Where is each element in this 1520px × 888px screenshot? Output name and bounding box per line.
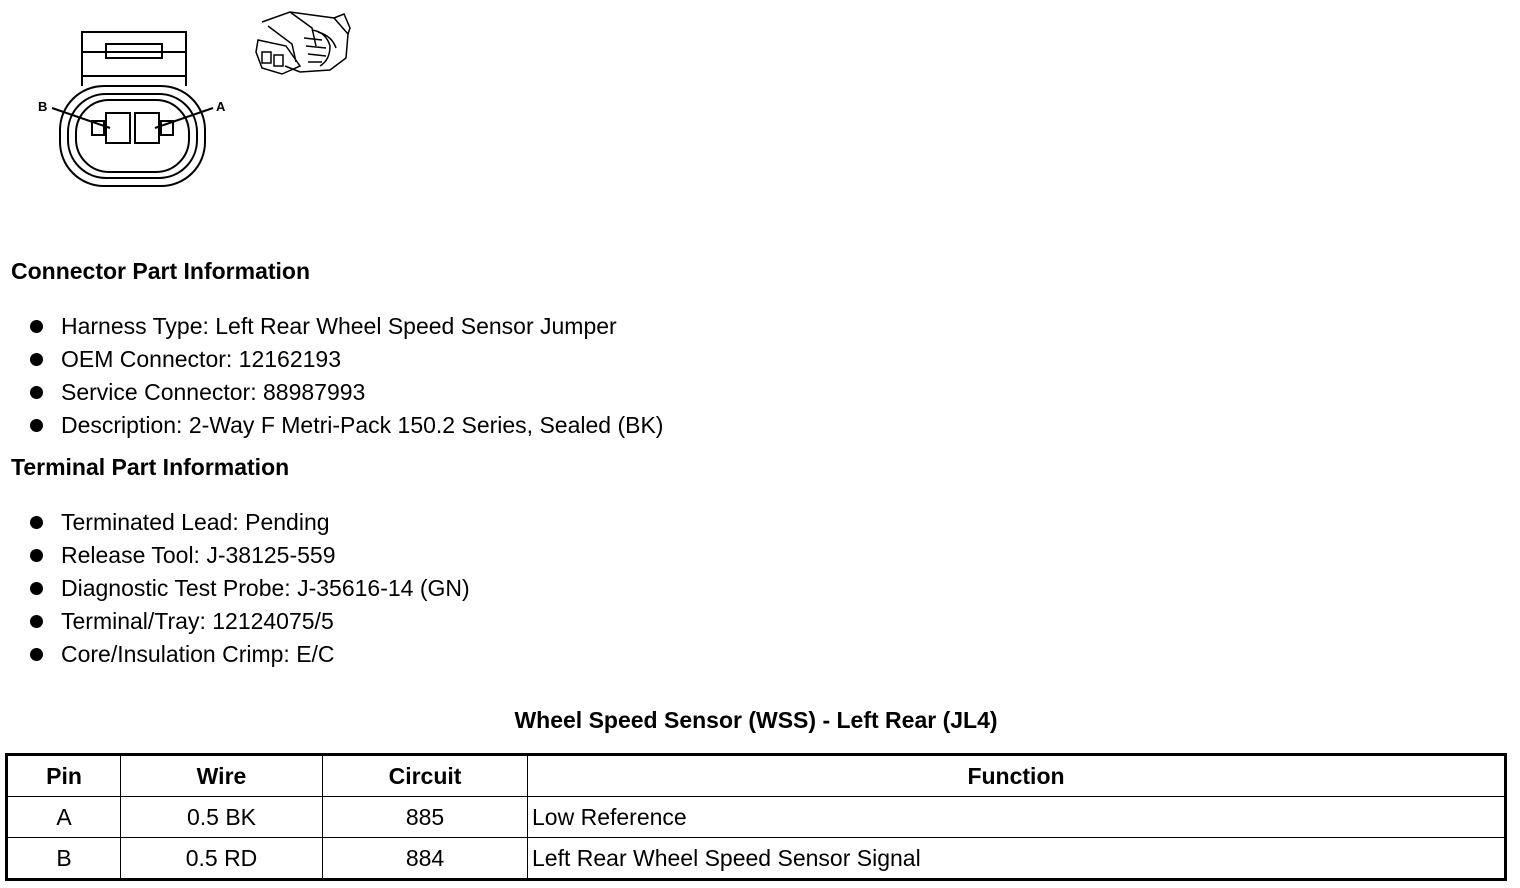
pin-b-label: B — [38, 99, 48, 114]
pinout-table-title: Wheel Speed Sensor (WSS) - Left Rear (JL4) — [514, 707, 998, 733]
oem-connector-text: OEM Connector: 12162193 — [61, 346, 342, 372]
cell-function: Left Rear Wheel Speed Sensor Signal — [528, 838, 1506, 880]
cell-function: Low Reference — [528, 797, 1506, 838]
header-circuit: Circuit — [323, 755, 528, 797]
test-probe-text: Diagnostic Test Probe: J-35616-14 (GN) — [61, 575, 470, 601]
bullet-icon — [30, 615, 43, 628]
terminal-tray-text: Terminal/Tray: 12124075/5 — [61, 608, 334, 634]
cell-circuit: 885 — [323, 797, 528, 838]
terminated-lead-text: Terminated Lead: Pending — [61, 509, 330, 535]
table-row — [7, 838, 1506, 880]
header-function: Function — [528, 755, 1506, 797]
bullet-icon — [30, 648, 43, 661]
cell-wire: 0.5 BK — [121, 797, 323, 838]
release-tool-text: Release Tool: J-38125-559 — [61, 542, 336, 568]
pin-a-label: A — [216, 99, 226, 114]
bullet-icon — [30, 386, 43, 399]
cell-circuit: 884 — [323, 838, 528, 880]
cell-pin: B — [7, 838, 121, 880]
description-text: Description: 2-Way F Metri-Pack 150.2 Series, Sealed (BK) — [61, 412, 664, 438]
connector-face-view — [52, 32, 213, 186]
cell-pin: A — [7, 797, 121, 838]
cell-wire: 0.5 RD — [121, 838, 323, 880]
connector-part-info-title: Connector Part Information — [11, 258, 311, 284]
bullet-icon — [30, 582, 43, 595]
bullet-icon — [30, 516, 43, 529]
connector-isometric-view — [256, 12, 350, 74]
terminal-part-info-title: Terminal Part Information — [11, 454, 290, 480]
bullet-icon — [30, 320, 43, 333]
harness-type-text: Harness Type: Left Rear Wheel Speed Sensor Jumper — [61, 313, 617, 339]
bullet-icon — [30, 549, 43, 562]
header-wire: Wire — [121, 755, 323, 797]
bullet-icon — [30, 353, 43, 366]
table-header-row — [7, 755, 1506, 797]
header-pin: Pin — [7, 755, 121, 797]
connector-illustration — [30, 8, 370, 193]
service-connector-text: Service Connector: 88987993 — [61, 379, 366, 405]
crimp-text: Core/Insulation Crimp: E/C — [61, 641, 335, 667]
pinout-table — [5, 753, 1507, 881]
bullet-icon — [30, 419, 43, 432]
table-row — [7, 797, 1506, 838]
